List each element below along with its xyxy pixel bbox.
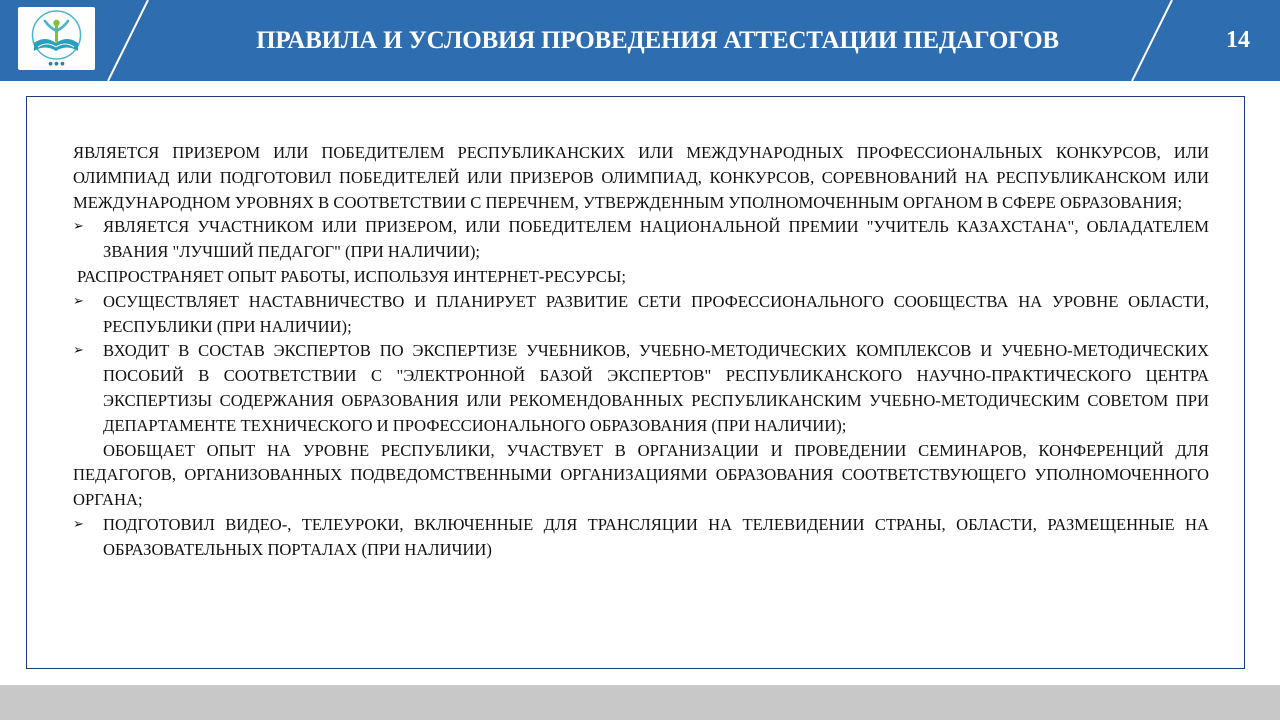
requirement-bullet-text: ПОДГОТОВИЛ ВИДЕО-, ТЕЛЕУРОКИ, ВКЛЮЧЕННЫЕ ДЛЯ ТРАНСЛЯЦИИ НА ТЕЛЕВИДЕНИИ СТРАНЫ, ОБЛАСТИ, РАЗМЕЩЕННЫЕ НА ОБРАЗОВАТЕЛЬНЫХ ПОРТАЛАХ (ПРИ НАЛИЧИИ)	[103, 514, 1209, 559]
slide-title: ПРАВИЛА И УСЛОВИЯ ПРОВЕДЕНИЯ АТТЕСТАЦИИ ПЕДАГОГОВ	[256, 27, 1059, 54]
slide-header	[0, 0, 1280, 81]
requirement-bullet-text: ЯВЛЯЕТСЯ УЧАСТНИКОМ ИЛИ ПРИЗЕРОМ, ИЛИ ПОБЕДИТЕЛЕМ НАЦИОНАЛЬНОЙ ПРЕМИИ "УЧИТЕЛЬ КАЗАХСТАНА", ОБЛАДАТЕЛЕМ ЗВАНИЯ "ЛУЧШИЙ ПЕДАГОГ" (ПРИ НАЛИЧИИ);	[103, 217, 1209, 262]
arrow-bullet-icon: ➢	[73, 516, 84, 532]
arrow-bullet-icon: ➢	[73, 343, 84, 359]
requirement-bullet-text: ВХОДИТ В СОСТАВ ЭКСПЕРТОВ ПО ЭКСПЕРТИЗЕ УЧЕБНИКОВ, УЧЕБНО-МЕТОДИЧЕСКИХ КОМПЛЕКСОВ И УЧЕБНО-МЕТОДИЧЕСКИХ ПОСОБИЙ В СООТВЕТСТВИИ С "ЭЛЕКТРОННОЙ БАЗОЙ ЭКСПЕРТОВ" РЕСПУБЛИКАНСКОГО НАУЧНО-ПРАКТИЧЕСКОГО ЦЕНТРА ЭКСПЕРТИЗЫ СОДЕРЖАНИЯ ОБРАЗОВАНИЯ ИЛИ РЕКОМЕНДОВАННЫХ РЕСПУБЛИКАНСКИМ УЧЕБНО-МЕТОДИЧЕСКИМ СОВЕТОМ ПРИ ДЕПАРТАМЕНТЕ ТЕХНИЧЕСКОГО И ПРОФЕССИОНАЛЬНОГО ОБРАЗОВАНИЯ (ПРИ НАЛИЧИИ);	[103, 341, 1209, 435]
page-number: 14	[1226, 27, 1250, 53]
requirement-bullet-item	[73, 215, 1209, 265]
arrow-bullet-icon: ➢	[73, 219, 84, 235]
requirement-text: РАСПРОСТРАНЯЕТ ОПЫТ РАБОТЫ, ИСПОЛЬЗУЯ ИНТЕРНЕТ-РЕСУРСЫ;	[77, 266, 626, 286]
requirement-text: ОБОБЩАЕТ ОПЫТ НА УРОВНЕ РЕСПУБЛИКИ, УЧАСТВУЕТ В ОРГАНИЗАЦИИ И ПРОВЕДЕНИИ СЕМИНАРОВ, КОНФЕРЕНЦИЙ ДЛЯ ПЕДАГОГОВ, ОРГАНИЗОВАННЫХ ПОДВЕДОМСТВЕННЫМИ ОРГАНИЗАЦИЯМИ ОБРАЗОВАНИЯ СООТВЕТСТВУЮЩЕГО УПОЛНОМОЧЕННОГО ОРГАНА;	[73, 440, 1209, 510]
requirement-bullet-item	[73, 339, 1209, 438]
requirement-bullet-text: ОСУЩЕСТВЛЯЕТ НАСТАВНИЧЕСТВО И ПЛАНИРУЕТ РАЗВИТИЕ СЕТИ ПРОФЕССИОНАЛЬНОГО СООБЩЕСТВА НА УРОВНЕ ОБЛАСТИ, РЕСПУБЛИКИ (ПРИ НАЛИЧИИ);	[103, 291, 1209, 336]
requirement-text: ЯВЛЯЕТСЯ ПРИЗЕРОМ ИЛИ ПОБЕДИТЕЛЕМ РЕСПУБЛИКАНСКИХ ИЛИ МЕЖДУНАРОДНЫХ ПРОФЕССИОНАЛЬНЫХ КОНКУРСОВ, ИЛИ ОЛИМПИАД ИЛИ ПОДГОТОВИЛ ПОБЕДИТЕЛЕЙ ИЛИ ПРИЗЕРОВ ОЛИМПИАД, КОНКУРСОВ, СОРЕВНОВАНИЙ НА РЕСПУБЛИКАНСКОМ ИЛИ МЕЖДУНАРОДНОМ УРОВНЯХ В СООТВЕТСТВИИ С ПЕРЕЧНЕМ, УТВЕРЖДЕННЫМ УПОЛНОМОЧЕННЫМ ОРГАНОМ В СФЕРЕ ОБРАЗОВАНИЯ;	[73, 143, 1209, 212]
requirement-bullet-item	[73, 290, 1209, 340]
arrow-bullet-icon: ➢	[73, 293, 84, 309]
education-logo-icon	[18, 7, 95, 70]
requirements-list	[73, 141, 1209, 563]
requirement-bullet-item	[73, 513, 1209, 563]
svg-text:● ● ●: ● ● ●	[48, 61, 65, 67]
slide-footer-bar	[0, 685, 1280, 720]
